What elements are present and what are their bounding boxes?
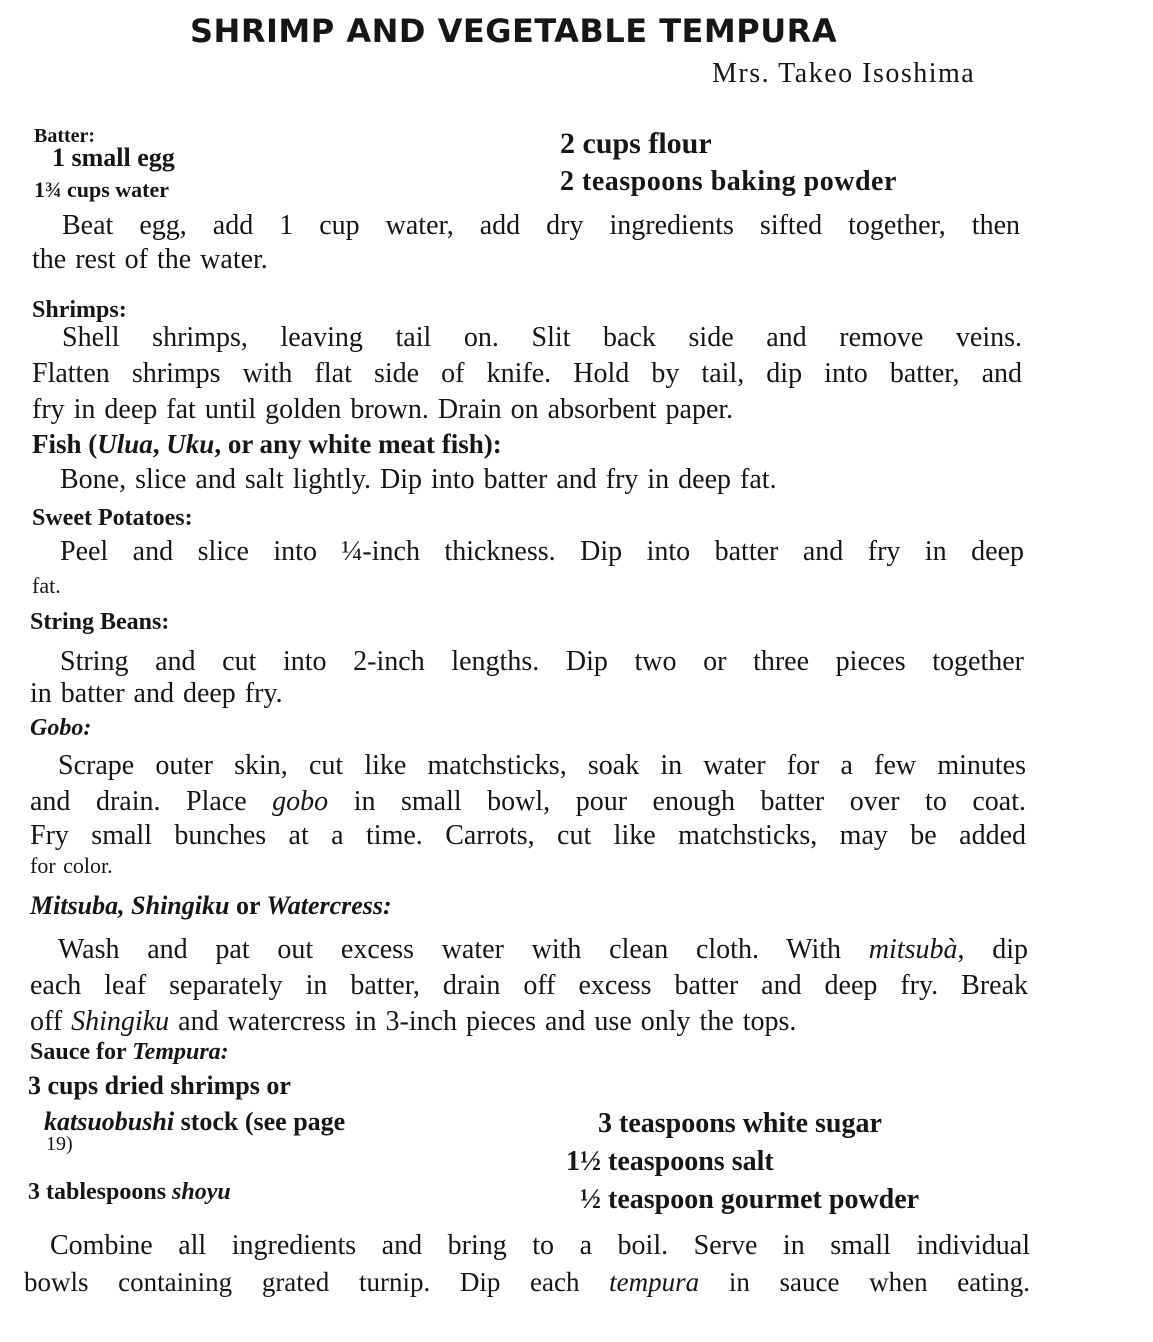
sauce-heading: Sauce for Tempura:: [30, 1039, 229, 1065]
sauce-directions-line: bowls containing grated turnip. Dip each tempura in sauce when eating.: [24, 1267, 1030, 1297]
fish-directions-line: Bone, slice and salt lightly. Dip into batter and fry in deep fat.: [60, 464, 777, 495]
sauce-ingredient-sugar: 3 teaspoons white sugar: [598, 1108, 882, 1139]
mitsuba-directions-line: Wash and pat out excess water with clean cloth. With mitsubà, dip: [58, 934, 1029, 965]
gobo-heading: Gobo:: [30, 715, 92, 741]
mitsuba-directions-line: off Shingiku and watercress in 3-inch pieces and use only the tops.: [30, 1006, 797, 1037]
sauce-ingredient-page: 19): [46, 1133, 73, 1155]
shrimps-directions-line: Flatten shrimps with flat side of knife. Hold by tail, dip into batter, and: [32, 358, 1022, 389]
recipe-author: Mrs. Takeo Isoshima: [712, 58, 976, 89]
shrimps-heading: Shrimps:: [32, 297, 127, 323]
gobo-directions-line: for color.: [30, 853, 113, 878]
gobo-directions-line: Scrape outer skin, cut like matchsticks, soak in water for a few minutes: [58, 750, 1026, 781]
sauce-directions-line: Combine all ingredients and bring to a boil. Serve in small individual: [50, 1230, 1030, 1261]
string-beans-directions-line: String and cut into 2-inch lengths. Dip two or three pieces together: [60, 646, 1024, 677]
sauce-ingredient-shrimps: 3 cups dried shrimps or: [28, 1071, 291, 1100]
recipe-title: SHRIMP AND VEGETABLE TEMPURA: [190, 12, 838, 50]
sauce-ingredient-stock: katsuobushi stock (see page: [44, 1107, 346, 1136]
sweet-potatoes-directions-line: Peel and slice into ¼-inch thickness. Dip into batter and fry in deep: [60, 536, 1024, 567]
string-beans-directions-line: in batter and deep fry.: [30, 678, 283, 709]
gobo-directions-line: Fry small bunches at a time. Carrots, cut like matchsticks, may be added: [30, 820, 1026, 851]
fish-heading: Fish (Ulua, Uku, or any white meat fish):: [32, 429, 502, 459]
mitsuba-directions-line: each leaf separately in batter, drain off excess batter and deep fry. Break: [30, 970, 1028, 1001]
mitsuba-heading: Mitsuba, Shingiku or Watercress:: [30, 891, 392, 920]
sweet-potatoes-directions-line: fat.: [32, 573, 61, 598]
batter-directions-line: Beat egg, add 1 cup water, add dry ingredients sifted together, then: [62, 210, 1020, 241]
string-beans-heading: String Beans:: [30, 609, 170, 635]
gobo-directions-line: and drain. Place gobo in small bowl, pour enough batter over to coat.: [30, 786, 1026, 817]
batter-ingredient-water: 1¾ cups water: [34, 177, 170, 202]
sauce-ingredient-salt: 1½ teaspoons salt: [566, 1146, 774, 1177]
batter-heading: Batter:: [34, 125, 96, 147]
sauce-ingredient-shoyu: 3 tablespoons shoyu: [28, 1179, 231, 1205]
batter-ingredient-flour: 2 cups flour: [560, 127, 712, 160]
batter-ingredient-baking-powder: 2 teaspoons baking powder: [560, 166, 897, 197]
sweet-potatoes-heading: Sweet Potatoes:: [32, 505, 193, 531]
batter-ingredient-egg: 1 small egg: [52, 143, 175, 172]
shrimps-directions-line: Shell shrimps, leaving tail on. Slit back side and remove veins.: [62, 322, 1022, 353]
shrimps-directions-line: fry in deep fat until golden brown. Drain on absorbent paper.: [32, 394, 734, 425]
sauce-ingredient-gourmet-powder: ½ teaspoon gourmet powder: [580, 1184, 920, 1215]
batter-directions-line: the rest of the water.: [32, 244, 268, 275]
